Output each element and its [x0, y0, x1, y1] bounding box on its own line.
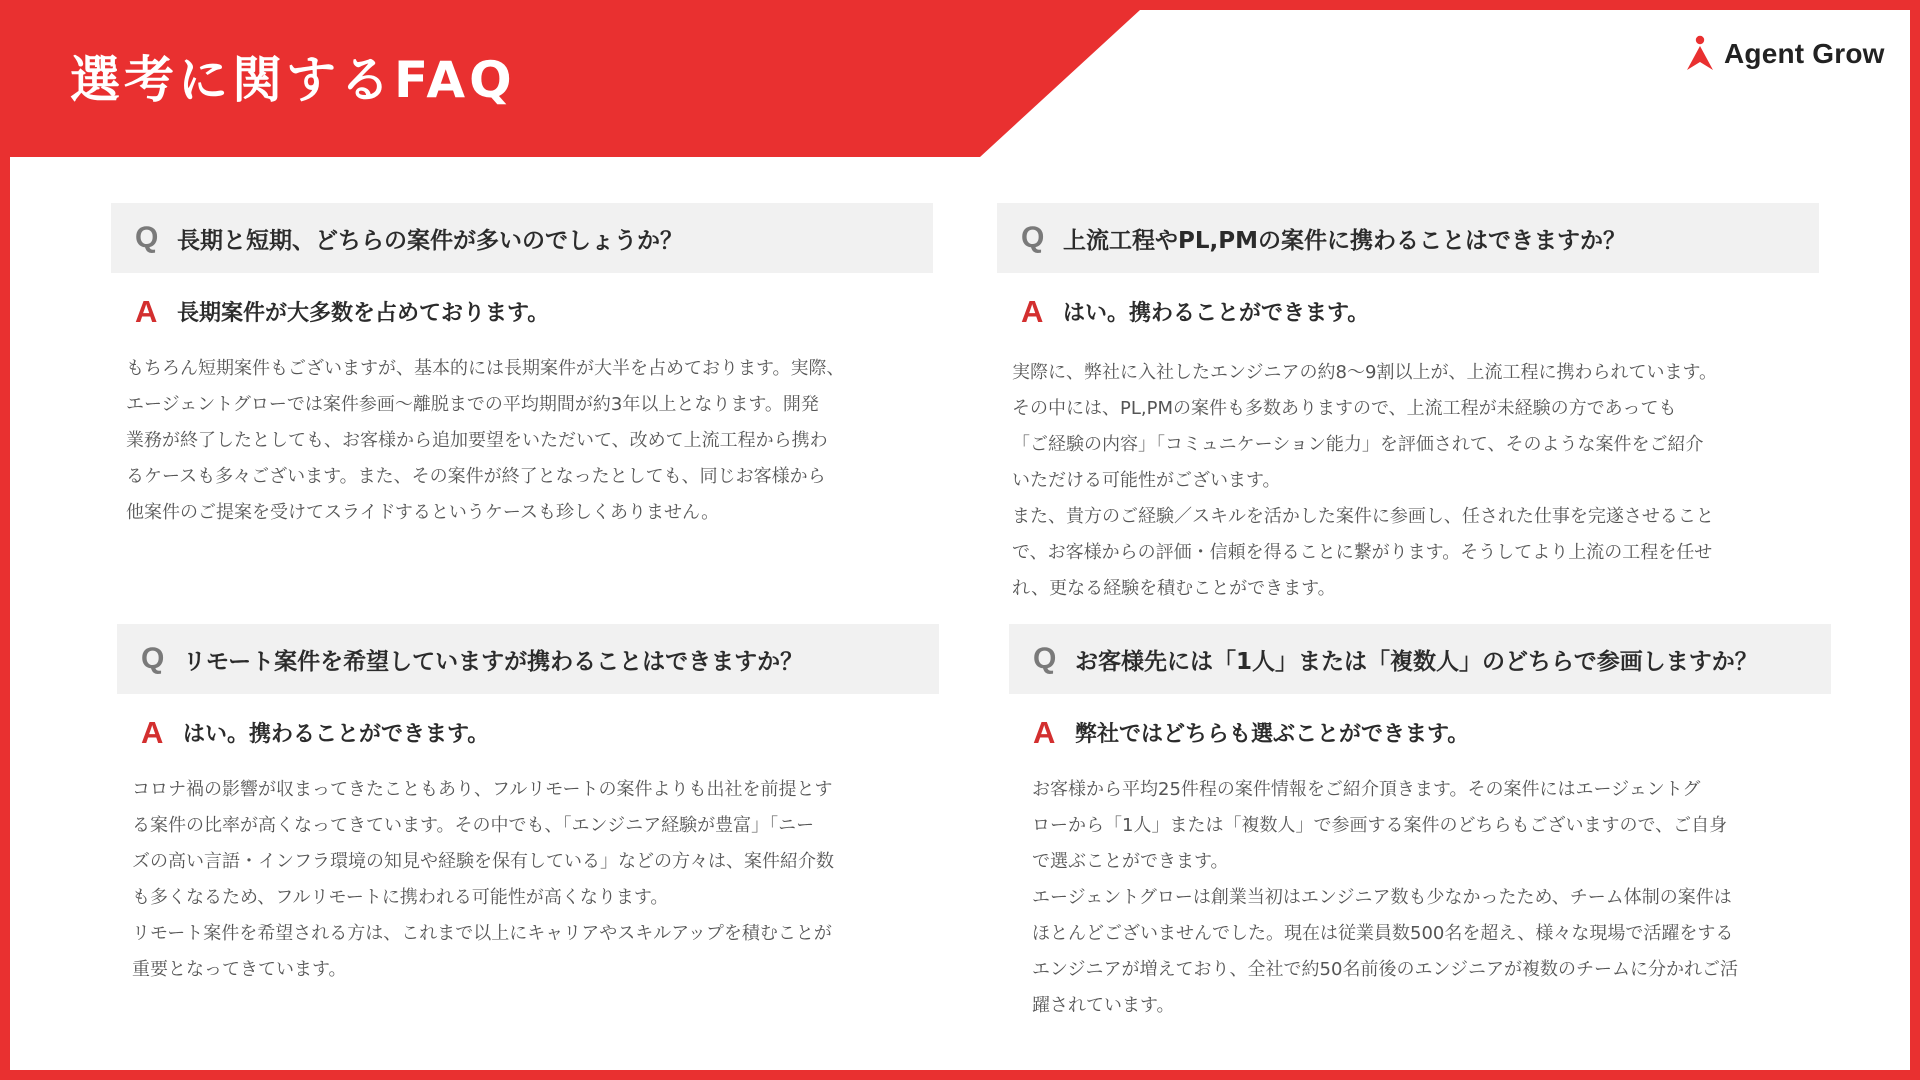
answer-body-line: ズの高い言語・インフラ環境の知見や経験を保有している」などの方々は、案件紹介数 — [132, 851, 834, 872]
answer-row — [1009, 710, 1831, 754]
answer-body-line: エージェントグローでは案件参画〜離脱までの平均期間が約3年以上となります。開発 — [126, 394, 819, 415]
answer-body-line: いただける可能性がございます。 — [1012, 470, 1281, 491]
answer-body-line: また、貴方のご経験／スキルを活かした案件に参画し、任された仕事を完遂させること — [1012, 506, 1714, 527]
answer-body-line: ローから「1人」または「複数人」で参画する案件のどちらもございますので、ご自身 — [1032, 815, 1728, 836]
faq-item-upstream — [997, 203, 1819, 607]
answer-body-line: エンジニアが増えており、全社で約50名前後のエンジニアが複数のチームに分かれご活 — [1032, 959, 1739, 980]
question-marker-icon: Q — [1021, 221, 1045, 254]
question-bar — [997, 203, 1819, 273]
answer-body-line: 業務が終了したとしても、お客様から追加要望をいただいて、改めて上流工程から携わ — [126, 430, 828, 451]
faq-item-remote — [117, 624, 939, 988]
answer-body-line: 「ご経験の内容」「コミュニケーション能力」を評価されて、そのような案件をご紹介 — [1012, 434, 1704, 455]
answer-row — [117, 710, 939, 754]
answer-body — [997, 355, 1819, 607]
question-text: お客様先には「1人」または「複数人」のどちらで参画しますか？ — [1075, 648, 1758, 675]
answer-row — [997, 289, 1819, 333]
question-bar — [1009, 624, 1831, 694]
answer-body-line: エージェントグローは創業当初はエンジニア数も少なかったため、チーム体制の案件は — [1032, 887, 1732, 908]
question-marker-icon: Q — [135, 221, 159, 254]
answer-body-line: も多くなるため、フルリモートに携われる可能性が高くなります。 — [132, 887, 669, 908]
answer-body-line: る案件の比率が高くなってきています。その中でも、「エンジニア経験が豊富」「ニー — [132, 815, 815, 836]
answer-body-line: リモート案件を希望される方は、これまで以上にキャリアやスキルアップを積むことが — [132, 923, 832, 944]
answer-body-line: 実際に、弊社に入社したエンジニアの約8〜9割以上が、上流工程に携わられています。 — [1012, 362, 1718, 383]
answer-headline: 長期案件が大多数を占めております。 — [177, 300, 550, 326]
brand-logo — [1684, 34, 1885, 74]
answer-marker-icon: A — [1033, 714, 1056, 750]
question-text: 上流工程やPL,PMの案件に携わることはできますか？ — [1063, 227, 1626, 254]
answer-body-line: 躍されています。 — [1032, 995, 1175, 1016]
answer-body — [117, 772, 939, 988]
answer-marker-icon: A — [1021, 293, 1044, 329]
answer-body-line: ほとんどございませんでした。現在は従業員数500名を超え、様々な現場で活躍をする — [1032, 923, 1734, 944]
question-text: 長期と短期、どちらの案件が多いのでしょうか？ — [177, 227, 683, 254]
answer-body-line: で、お客様からの評価・信頼を得ることに繋がります。そうしてより上流の工程を任せ — [1012, 542, 1713, 563]
answer-body-line: 他案件のご提案を受けてスライドするというケースも珍しくありません。 — [126, 502, 720, 523]
answer-marker-icon: A — [141, 714, 164, 750]
answer-body-line: コロナ禍の影響が収まってきたこともあり、フルリモートの案件よりも出社を前提とす — [132, 779, 833, 800]
answer-body-line: れ、更なる経験を積むことができます。 — [1012, 578, 1336, 599]
question-marker-icon: Q — [1033, 642, 1057, 675]
question-bar — [111, 203, 933, 273]
answer-body — [111, 351, 933, 531]
answer-body — [1009, 772, 1831, 1024]
answer-body-line: 重要となってきています。 — [132, 959, 347, 980]
brand-name: Agent Grow — [1724, 38, 1885, 69]
answer-marker-icon: A — [135, 293, 158, 329]
question-text: リモート案件を希望していますが携わることはできますか？ — [183, 648, 804, 675]
answer-headline: 弊社ではどちらも選ぶことができます。 — [1075, 721, 1470, 747]
answer-row — [111, 289, 933, 333]
page-title: 選考に関するFAQ — [70, 51, 516, 109]
faq-item-team-size — [1009, 624, 1831, 1024]
question-bar — [117, 624, 939, 694]
answer-body-line: もちろん短期案件もございますが、基本的には長期案件が大半を占めております。実際、 — [126, 358, 845, 379]
question-marker-icon: Q — [141, 642, 165, 675]
answer-body-line: るケースも多々ございます。また、その案件が終了となったとしても、同じお客様から — [126, 466, 826, 487]
answer-headline: はい。携わることができます。 — [1063, 300, 1370, 326]
answer-body-line: その中には、PL,PMの案件も多数ありますので、上流工程が未経験の方であっても — [1012, 398, 1677, 419]
answer-body-line: で選ぶことができます。 — [1032, 851, 1229, 872]
answer-headline: はい。携わることができます。 — [183, 721, 490, 747]
agent-grow-logo-icon — [1684, 35, 1716, 73]
faq-item-long-short — [111, 203, 933, 531]
answer-body-line: お客様から平均25件程の案件情報をご紹介頂きます。その案件にはエージェントグ — [1032, 779, 1701, 800]
